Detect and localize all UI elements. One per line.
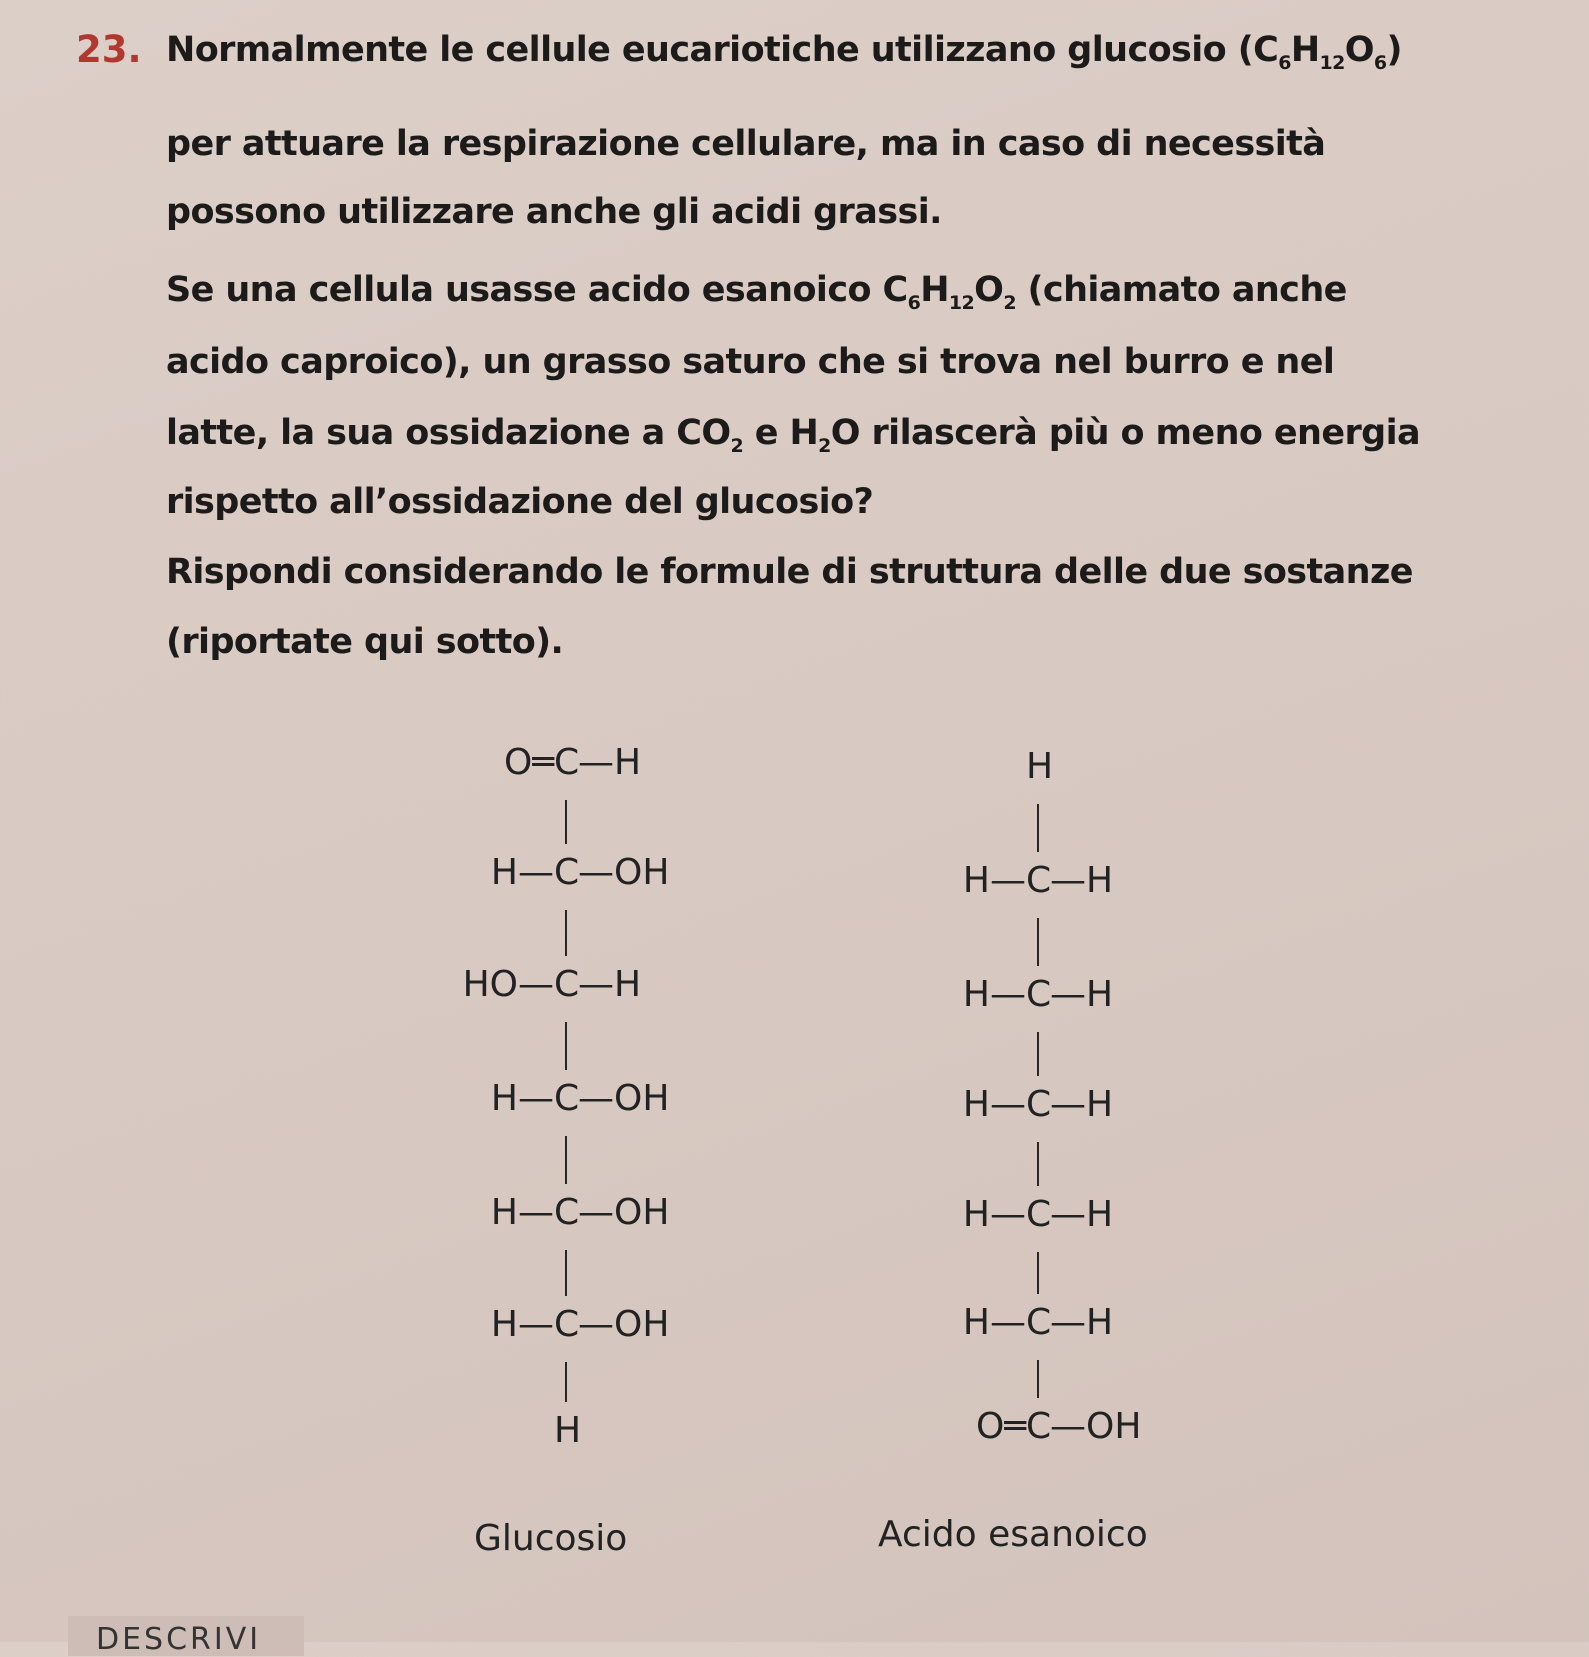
substituent: H— [962, 1084, 1026, 1125]
structure-row [366, 852, 766, 896]
subscript: 2 [1003, 292, 1016, 314]
glucose-caption: Glucosio [474, 1518, 628, 1559]
text-segment: Se una cellula usasse acido esanoico C [166, 270, 908, 310]
structure-row [366, 964, 766, 1008]
atom-center: C [1026, 860, 1052, 901]
structure-row [838, 1194, 1238, 1238]
structure-row [838, 1406, 1238, 1450]
atom-center: C [554, 964, 580, 1005]
structure-row [366, 1078, 766, 1122]
atom-center: C [1026, 1194, 1052, 1235]
atom-center: H [1026, 746, 1054, 787]
substituent: —OH [1050, 1406, 1142, 1447]
substituent: H— [490, 852, 554, 893]
atom-center: C [554, 1078, 580, 1119]
substituent: H— [490, 1304, 554, 1345]
text-segment: latte, la sua ossidazione a CO [166, 413, 731, 453]
single-bond [565, 1136, 567, 1184]
single-bond [565, 1362, 567, 1402]
text-segment: (chiamato anche [1015, 270, 1347, 310]
substituent: —H [578, 964, 642, 1005]
single-bond [1037, 1252, 1039, 1294]
single-bond [565, 1250, 567, 1296]
atom-center: C [1026, 1302, 1052, 1343]
substituent: O═ [503, 742, 554, 783]
text-segment: per attuare la respirazione cellulare, ma in caso di necessità [166, 124, 1326, 164]
text-segment: e H [743, 413, 819, 453]
substituent: H— [962, 1194, 1026, 1235]
atom-center: H [554, 1410, 582, 1451]
atom-center: C [554, 1192, 580, 1233]
text-segment: Rispondi considerando le formule di struttura delle due sostanze [166, 552, 1413, 592]
single-bond [1037, 918, 1039, 966]
substituent: —H [1050, 1084, 1114, 1125]
subscript: 2 [818, 435, 831, 457]
atom-center: C [554, 1304, 580, 1345]
substituent: H— [962, 860, 1026, 901]
question-line [166, 342, 1334, 382]
substituent: H— [962, 974, 1026, 1015]
hexanoic-acid-caption: Acido esanoico [878, 1514, 1148, 1555]
question-line [166, 124, 1325, 164]
substituent: —H [1050, 1302, 1114, 1343]
subscript: 2 [730, 435, 744, 457]
text-segment: rispetto all’ossidazione del glucosio? [166, 482, 874, 522]
question-line [166, 30, 1402, 74]
substituent: —OH [578, 1304, 670, 1345]
text-segment: possono utilizzare anche gli acidi grassi. [166, 192, 942, 232]
next-section-tab [68, 1616, 304, 1656]
single-bond [1037, 804, 1039, 852]
structure-row [838, 1084, 1238, 1128]
exercise-number: 23. [76, 28, 142, 71]
atom-center: C [554, 742, 580, 783]
substituent: O═ [975, 1406, 1026, 1447]
subscript: 6 [907, 292, 921, 314]
structure-row [366, 742, 766, 786]
structure-row [366, 1410, 766, 1454]
structure-row [838, 860, 1238, 904]
substituent: H— [962, 1302, 1026, 1343]
subscript: 6 [1278, 52, 1291, 74]
substituent: —OH [578, 1192, 670, 1233]
substituent: H— [490, 1192, 554, 1233]
substituent: HO— [462, 964, 554, 1005]
subscript: 6 [1373, 52, 1387, 74]
single-bond [565, 800, 567, 844]
subscript: 12 [948, 292, 975, 314]
atom-center: C [1026, 1406, 1052, 1447]
substituent: —OH [578, 1078, 670, 1119]
atom-center: C [1026, 1084, 1052, 1125]
question-line [166, 552, 1413, 592]
substituent: —OH [578, 852, 670, 893]
text-segment: O rilascerà più o meno energia [830, 413, 1421, 453]
next-section-label: DESCRIVI [96, 1622, 262, 1657]
structure-row [838, 1302, 1238, 1346]
text-segment: ) [1386, 30, 1402, 70]
atom-center: C [554, 852, 580, 893]
substituent: —H [1050, 860, 1114, 901]
text-segment: H [920, 270, 949, 310]
substituent: —H [1050, 974, 1114, 1015]
single-bond [1037, 1142, 1039, 1186]
substituent: H— [490, 1078, 554, 1119]
subscript: 12 [1319, 52, 1345, 74]
text-segment: Normalmente le cellule eucariotiche utilizzano glucosio (C [166, 30, 1279, 70]
text-segment: acido caproico), un grasso saturo che si trova nel burro e nel [166, 342, 1335, 382]
substituent: —H [578, 742, 642, 783]
single-bond [1037, 1032, 1039, 1076]
single-bond [1037, 1360, 1039, 1398]
substituent: —H [1050, 1194, 1114, 1235]
text-segment: O [974, 270, 1004, 310]
question-line [166, 622, 563, 662]
structure-row [838, 974, 1238, 1018]
question-line [166, 192, 942, 232]
question-line [166, 270, 1347, 314]
structure-row [838, 746, 1238, 790]
text-segment: O [1344, 30, 1374, 70]
text-segment: (riportate qui sotto). [166, 622, 564, 662]
structure-row [366, 1304, 766, 1348]
text-segment: H [1290, 30, 1320, 70]
structure-row [366, 1192, 766, 1236]
single-bond [565, 910, 567, 956]
single-bond [565, 1022, 567, 1070]
question-line [166, 482, 873, 522]
atom-center: C [1026, 974, 1052, 1015]
question-line [166, 413, 1421, 457]
